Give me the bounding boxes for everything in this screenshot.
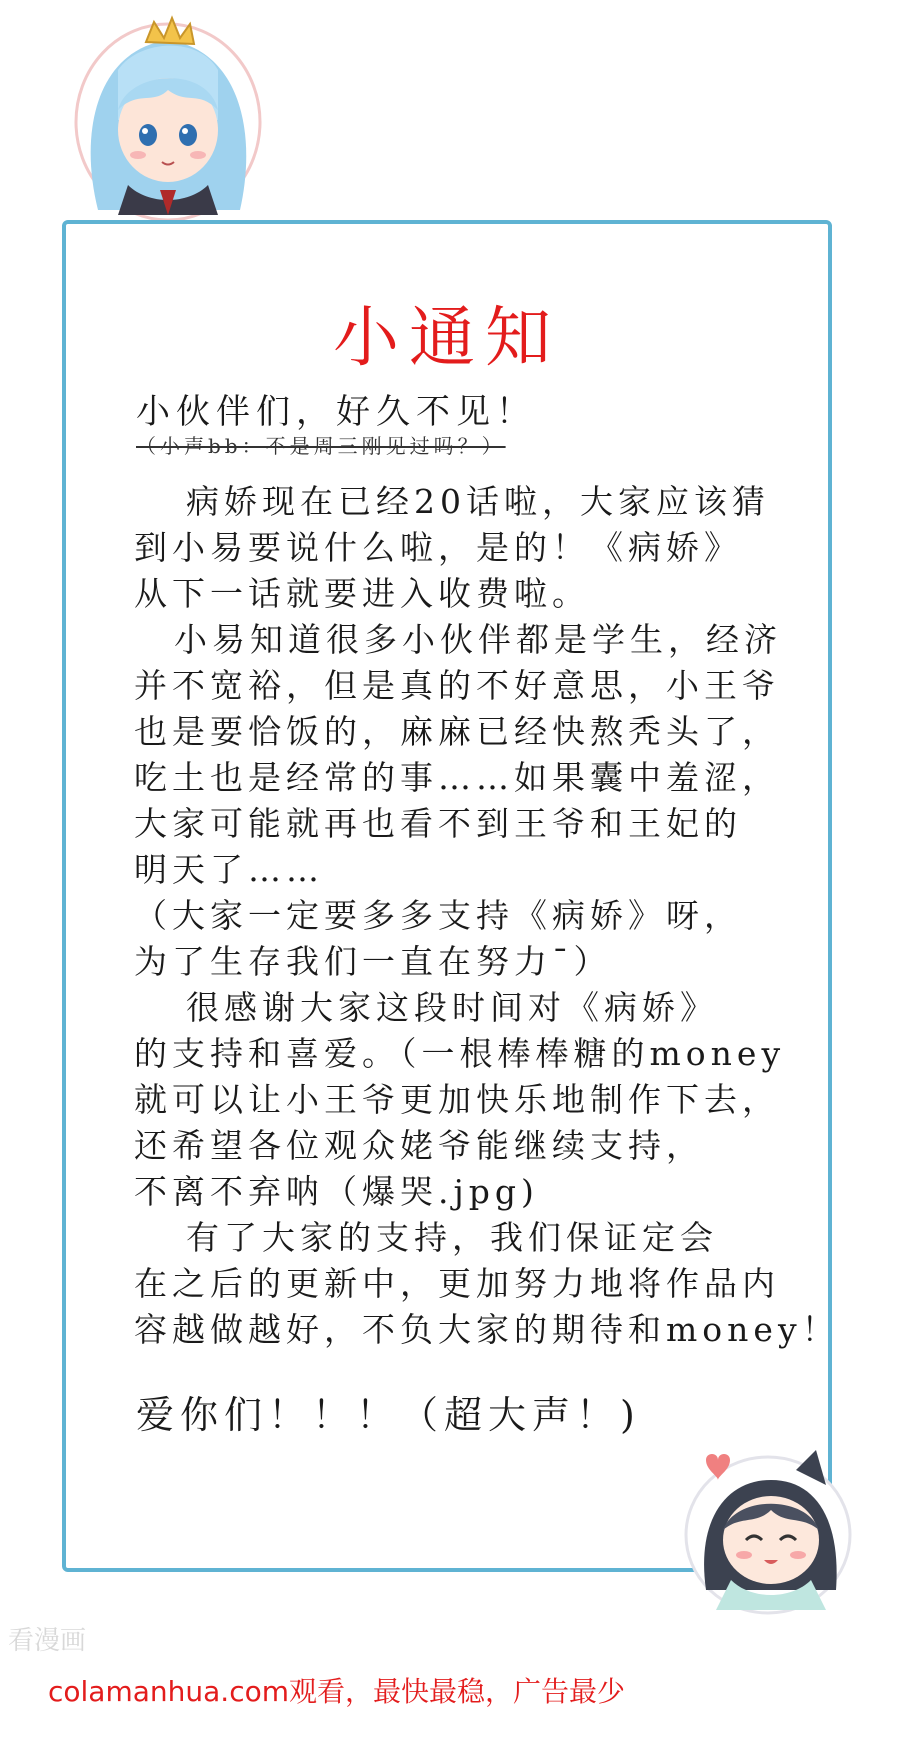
paragraph-line: 就可以让小王爷更加快乐地制作下去， bbox=[134, 1080, 780, 1119]
paragraph-line: 吃土也是经常的事……如果囊中羞涩， bbox=[134, 758, 780, 797]
paragraph-line: 容越做越好，不负大家的期待和money！ bbox=[134, 1310, 840, 1349]
paragraph-line: （大家一定要多多支持《病娇》呀， bbox=[134, 896, 742, 935]
greeting-line: 小伙伴们，好久不见！ bbox=[136, 392, 536, 432]
chibi-prince-dark-hair-icon bbox=[676, 1440, 856, 1620]
paragraph-line: 病娇现在已经20话啦，大家应该猜 bbox=[186, 482, 770, 521]
paragraph-line: 为了生存我们一直在努力¯） bbox=[134, 942, 612, 981]
paragraph-line: 明天了…… bbox=[134, 850, 324, 889]
chibi-girl-blue-hair-icon bbox=[68, 10, 268, 222]
paragraph-line: 小易知道很多小伙伴都是学生，经济 bbox=[174, 620, 782, 659]
paragraph-line: 很感谢大家这段时间对《病娇》 bbox=[186, 988, 718, 1027]
paragraph-line: 不离不弃呐（爆哭.jpg) bbox=[134, 1172, 539, 1211]
paragraph-line: 还希望各位观众姥爷能继续支持， bbox=[134, 1126, 704, 1165]
paragraph-line: 从下一话就要进入收费啦。 bbox=[134, 574, 590, 613]
paragraph-line: 有了大家的支持，我们保证定会 bbox=[186, 1218, 718, 1257]
paragraph-line: 也是要恰饭的，麻麻已经快熬秃头了， bbox=[134, 712, 780, 751]
site-watermark: 看漫画 bbox=[8, 1626, 87, 1656]
paragraph-line: 大家可能就再也看不到王爷和王妃的 bbox=[134, 804, 742, 843]
closing-line: 爱你们！！！（超大声！) bbox=[136, 1393, 641, 1437]
notice-body bbox=[134, 479, 840, 1353]
paragraph-line: 到小易要说什么啦，是的！《病娇》 bbox=[134, 528, 742, 567]
notice-title: 小通知 bbox=[333, 299, 561, 376]
aside-strikethrough: （小声bb：不是周三刚见过吗？） bbox=[136, 434, 506, 458]
footer-ad-text: colamanhua.com观看，最快最稳，广告最少 bbox=[48, 1675, 625, 1708]
paragraph-line: 在之后的更新中，更加努力地将作品内 bbox=[134, 1264, 780, 1303]
paragraph-line: 的支持和喜爱。（一根棒棒糖的money bbox=[134, 1034, 786, 1073]
paragraph-line: 并不宽裕，但是真的不好意思，小王爷 bbox=[134, 666, 780, 705]
notice-card bbox=[62, 220, 840, 1572]
